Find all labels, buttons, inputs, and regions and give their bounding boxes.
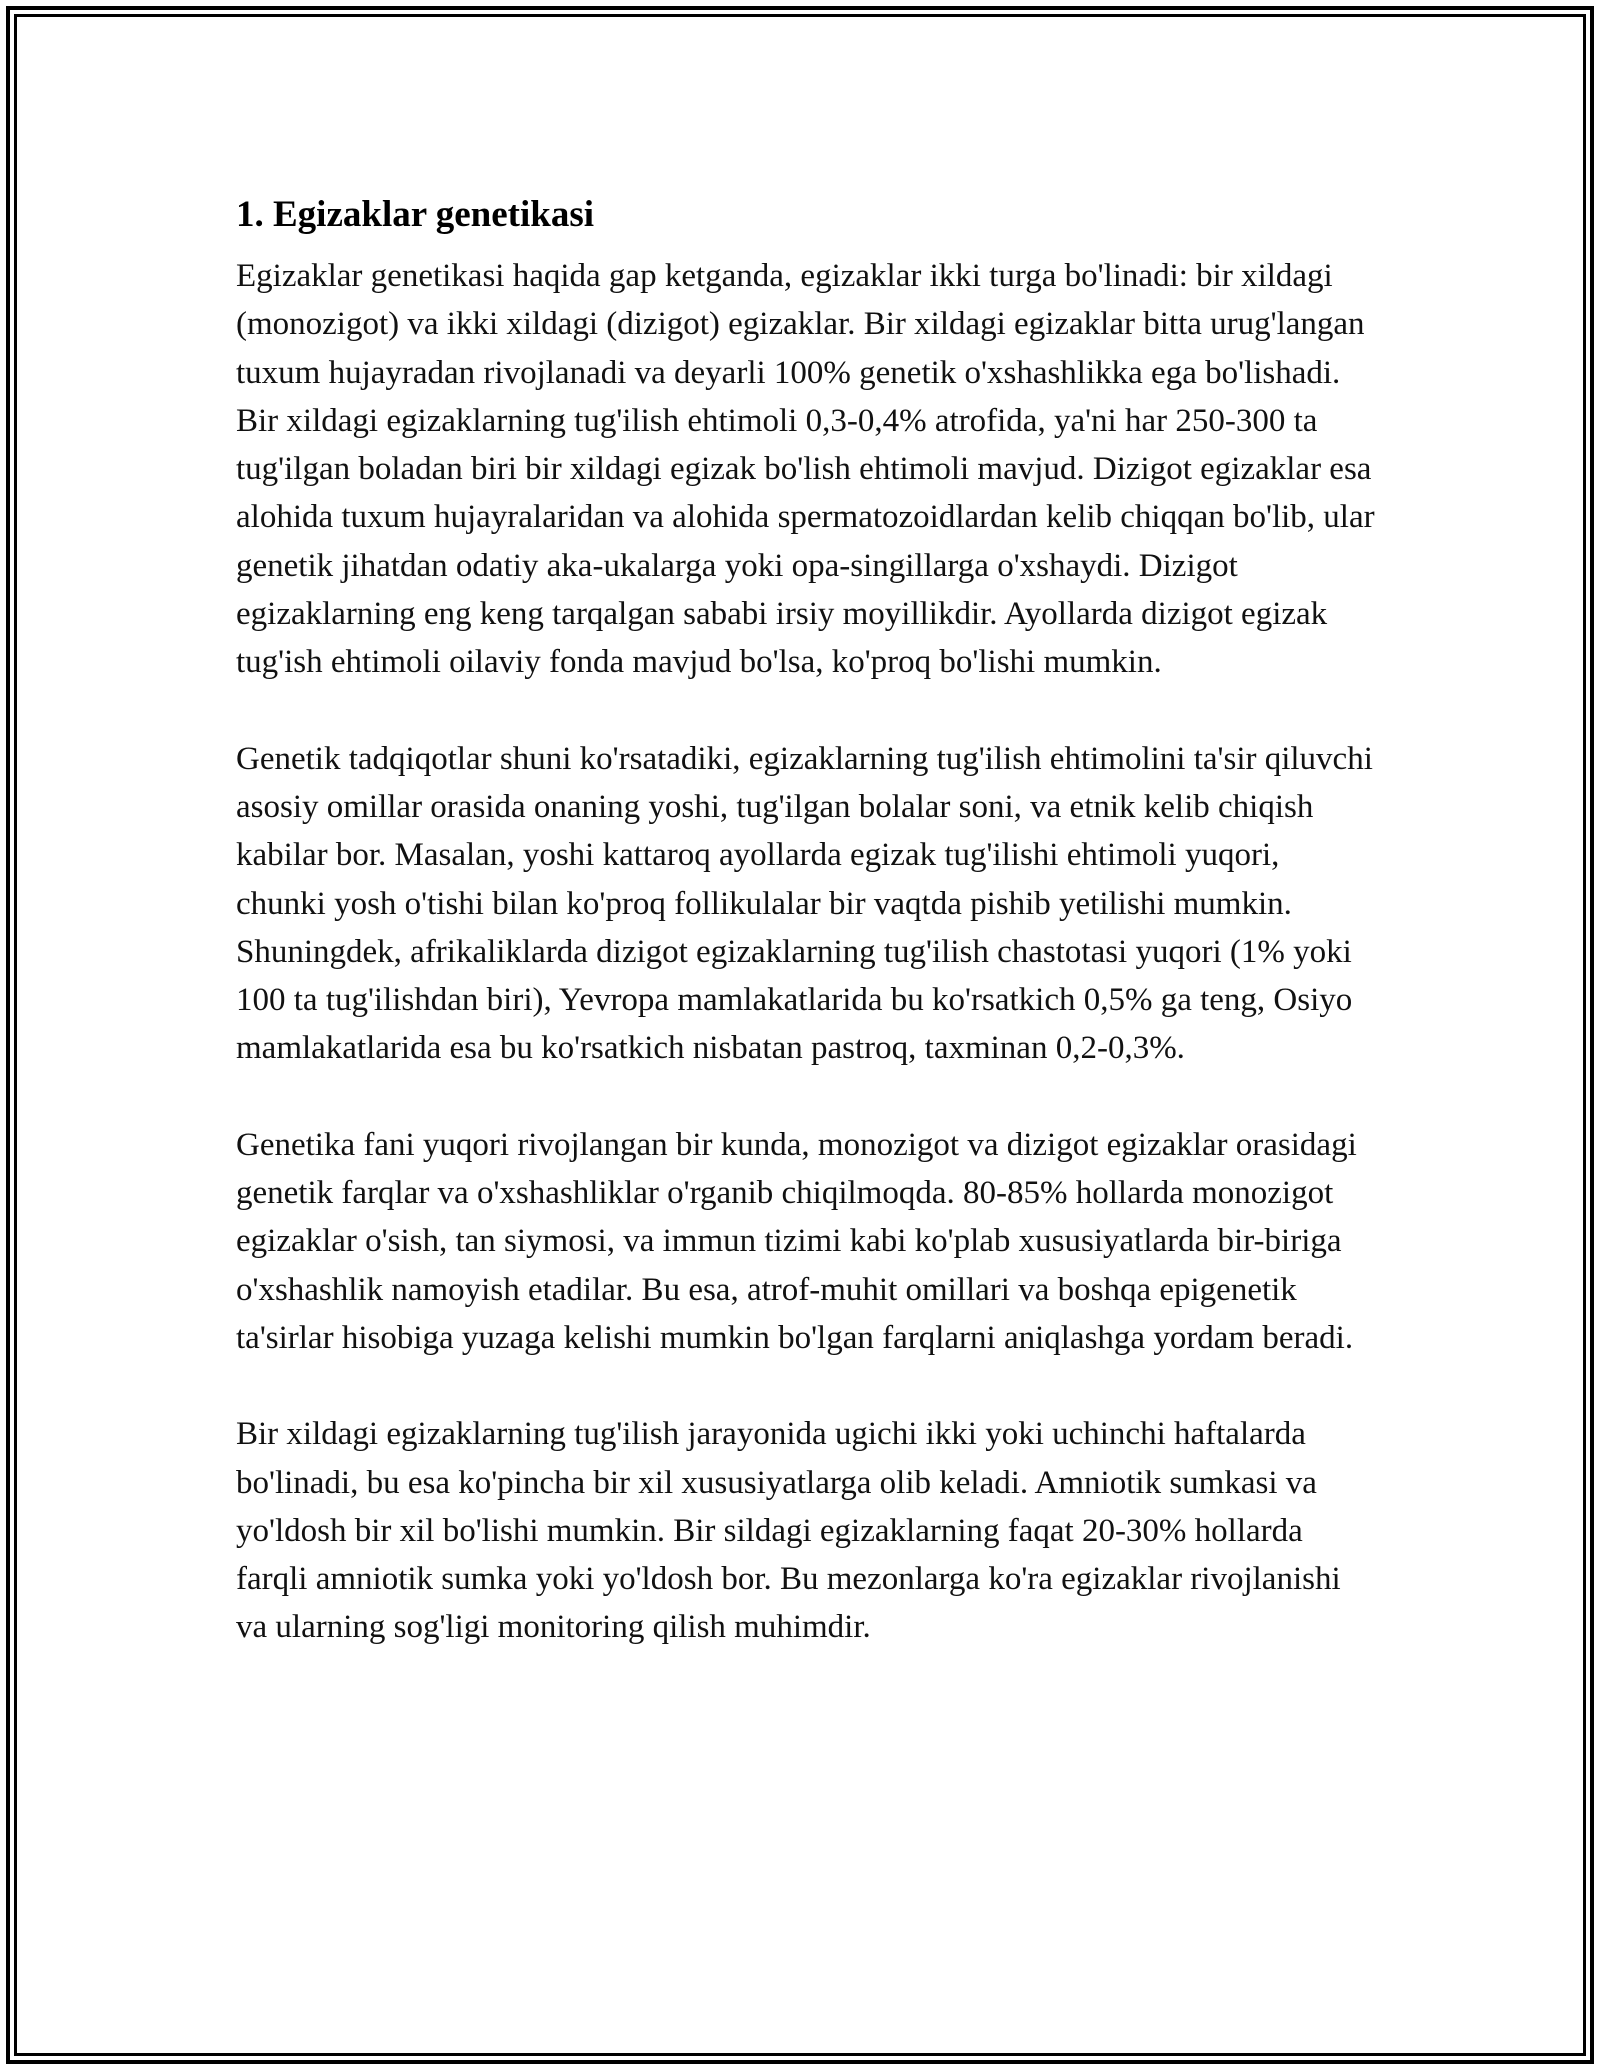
section-heading: 1. Egizaklar genetikasi — [236, 194, 595, 235]
paragraph-3: Genetika fani yuqori rivojlangan bir kunda, monozigot va dizigot egizaklar orasidagi genetik farqlar va o'xshashliklar o'rganib chiqilmoqda. 80-85% hollarda monozigot egizaklar o'sish, tan siymosi, va immun tizimi kabi ko'plab xususiyatlarda bir-biriga o'xshashlik namoyish etadilar. Bu esa, atrof-muhit omillari va boshqa epigenetik ta'sirlar hisobiga yuzaga kelishi mumkin bo'lgan farqlarni aniqlashga yordam beradi. — [236, 1126, 1357, 1356]
document-body — [236, 186, 1376, 1700]
paragraph-4: Bir xildagi egizaklarning tug'ilish jarayonida ugichi ikki yoki uchinchi haftalarda bo'linadi, bu esa ko'pincha bir xil xususiyatlarga olib keladi. Amniotik sumkasi va yo'ldosh bir xil bo'lishi mumkin. Bir sildagi egizaklarning faqat 20-30% hollarda farqli amniotik sumka yoki yo'ldosh bor. Bu mezonlarga ko'ra egizaklar rivojlanishi va ularning sog'ligi monitoring qilish muhimdir. — [236, 1416, 1341, 1646]
paragraph-1: Egizaklar genetikasi haqida gap ketganda, egizaklar ikki turga bo'linadi: bir xildagi (monozigot) va ikki xildagi (dizigot) egizaklar. Bir xildagi egizaklar bitta urug'langan tuxum hujayradan rivojlanadi va deyarli 100% genetik o'xshashlikka ega bo'lishadi. Bir xildagi egizaklarning tug'ilish ehtimoli 0,3-0,4% atrofida, ya'ni har 250-300 ta tug'ilgan boladan biri bir xildagi egizak bo'lish ehtimoli mavjud. Dizigot egizaklar esa alohida tuxum hujayralaridan va alohida spermatozoidlardan kelib chiqqan bo'lib, ular genetik jihatdan odatiy aka-ukalarga yoki opa-singillarga o'xshaydi. Dizigot egizaklarning eng keng tarqalgan sababi irsiy moyillikdir. Ayollarda dizigot egizak tug'ish ehtimoli oilaviy fonda mavjud bo'lsa, ko'proq bo'lishi mumkin. — [236, 258, 1375, 681]
paragraph-2: Genetik tadqiqotlar shuni ko'rsatadiki, egizaklarning tug'ilish ehtimolini ta'sir qiluvchi asosiy omillar orasida onaning yoshi, tug'ilgan bolalar soni, va etnik kelib chiqish kabilar bor. Masalan, yoshi kattaroq ayollarda egizak tug'ilishi ehtimoli yuqori, chunki yosh o'tishi bilan ko'proq follikulalar bir vaqtda pishib yetilishi mumkin. Shuningdek, afrikaliklarda dizigot egizaklarning tug'ilish chastotasi yuqori (1% yoki 100 ta tug'ilishdan biri), Yevropa mamlakatlarida bu ko'rsatkich 0,5% ga teng, Osiyo mamlakatlarida esa bu ko'rsatkich nisbatan pastroq, taxminan 0,2-0,3%. — [236, 740, 1373, 1067]
